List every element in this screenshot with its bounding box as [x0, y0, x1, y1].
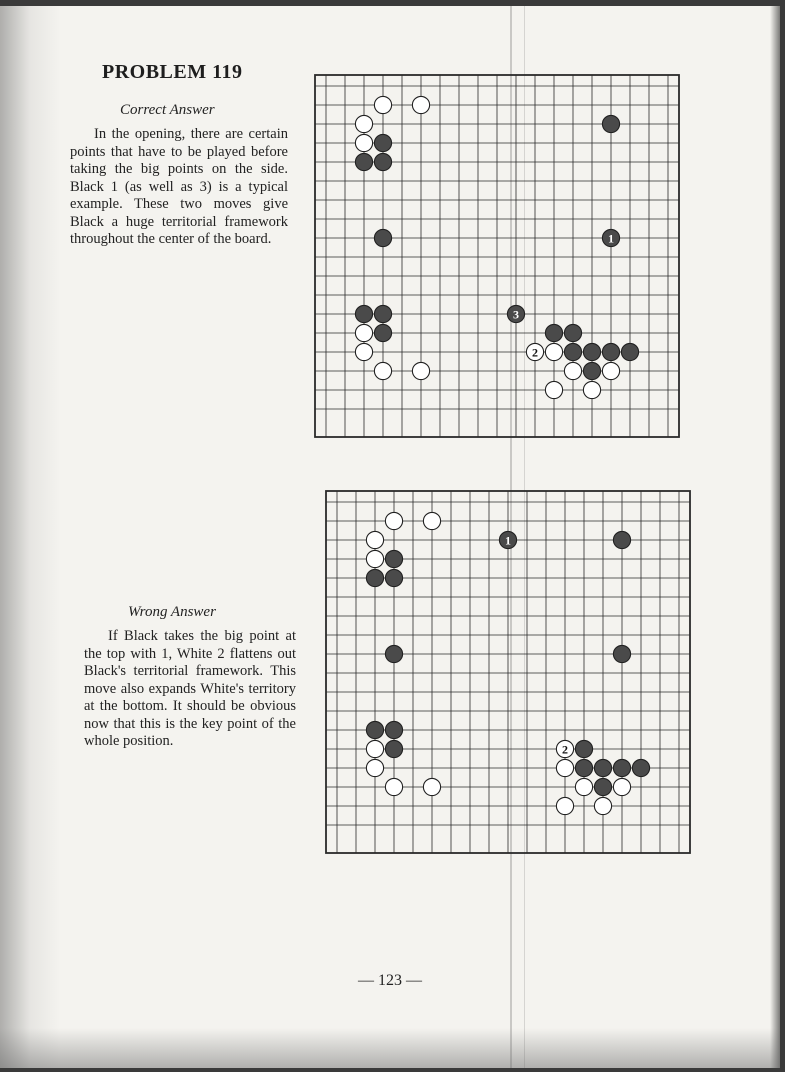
- white-stone: [583, 381, 600, 398]
- stone-shape: [423, 778, 440, 795]
- stone-shape: [385, 721, 402, 738]
- stone-shape: [575, 759, 592, 776]
- black-stone: [374, 153, 391, 170]
- stone-shape: [374, 134, 391, 151]
- white-stone: [545, 343, 562, 360]
- black-stone: [385, 721, 402, 738]
- stone-shape: [412, 96, 429, 113]
- correct-answer-board: [314, 74, 680, 438]
- white-stone: [545, 381, 562, 398]
- stone-shape: [613, 759, 630, 776]
- stone-shape: [602, 362, 619, 379]
- stone-shape: [366, 569, 383, 586]
- black-stone: [545, 324, 562, 341]
- white-stone: [423, 512, 440, 529]
- black-stone: [613, 645, 630, 662]
- stone-shape: [374, 153, 391, 170]
- black-stone: [602, 343, 619, 360]
- black-stone: [575, 759, 592, 776]
- white-stone: [374, 362, 391, 379]
- binding-shadow: [0, 6, 60, 1068]
- stone-shape: [545, 381, 562, 398]
- stone-shape: [613, 778, 630, 795]
- wrong-answer-text: [84, 628, 296, 751]
- stone-shape: [564, 362, 581, 379]
- move-number: 1: [505, 533, 511, 548]
- stone-shape: [374, 324, 391, 341]
- black-stone: [564, 343, 581, 360]
- stone-shape: [602, 343, 619, 360]
- white-stone: [526, 343, 543, 360]
- stone-shape: [355, 343, 372, 360]
- stone-shape: [564, 324, 581, 341]
- wrong-answer-body: If Black takes the big point at the top with 1, White 2 flattens out Black's territorial framework. This move also expands White's territory at the bottom. It should be obvious now that this is the key point of the whole position.: [84, 628, 296, 749]
- wrong-answer-label: Wrong Answer: [128, 604, 216, 620]
- black-stone: [602, 229, 619, 246]
- black-stone: [621, 343, 638, 360]
- black-stone: [385, 645, 402, 662]
- stone-shape: [366, 531, 383, 548]
- stone-shape: [613, 531, 630, 548]
- black-stone: [632, 759, 649, 776]
- white-stone: [366, 531, 383, 548]
- stone-shape: [564, 343, 581, 360]
- black-stone: [575, 740, 592, 757]
- white-stone: [594, 797, 611, 814]
- black-stone: [583, 362, 600, 379]
- stone-shape: [374, 96, 391, 113]
- stone-shape: [613, 645, 630, 662]
- stone-shape: [355, 153, 372, 170]
- black-stone: [564, 324, 581, 341]
- black-stone: [374, 229, 391, 246]
- stone-shape: [366, 721, 383, 738]
- stone-shape: [575, 778, 592, 795]
- black-stone: [583, 343, 600, 360]
- white-stone: [412, 362, 429, 379]
- black-stone: [594, 778, 611, 795]
- book-page: [0, 6, 780, 1068]
- stone-shape: [412, 362, 429, 379]
- white-stone: [412, 96, 429, 113]
- stone-shape: [556, 797, 573, 814]
- white-stone: [355, 134, 372, 151]
- black-stone: [594, 759, 611, 776]
- stone-shape: [385, 550, 402, 567]
- stone-shape: [594, 759, 611, 776]
- black-stone: [374, 324, 391, 341]
- move-number: 2: [562, 742, 568, 757]
- white-stone: [385, 778, 402, 795]
- stone-shape: [385, 778, 402, 795]
- white-stone: [366, 759, 383, 776]
- white-stone: [556, 740, 573, 757]
- stone-shape: [355, 324, 372, 341]
- black-stone: [385, 550, 402, 567]
- problem-title: PROBLEM 119: [102, 61, 243, 83]
- page-number: — 123 —: [358, 972, 422, 989]
- stone-shape: [385, 512, 402, 529]
- stone-shape: [374, 362, 391, 379]
- stone-shape: [575, 740, 592, 757]
- black-stone: [374, 305, 391, 322]
- white-stone: [613, 778, 630, 795]
- black-stone: [507, 305, 524, 322]
- white-stone: [556, 759, 573, 776]
- black-stone: [613, 531, 630, 548]
- white-stone: [423, 778, 440, 795]
- stone-shape: [583, 381, 600, 398]
- stone-shape: [366, 740, 383, 757]
- stone-shape: [594, 797, 611, 814]
- stone-shape: [385, 645, 402, 662]
- white-stone: [366, 550, 383, 567]
- move-number: 3: [513, 307, 519, 322]
- stone-shape: [545, 343, 562, 360]
- stone-shape: [374, 305, 391, 322]
- white-stone: [575, 778, 592, 795]
- stone-shape: [385, 740, 402, 757]
- black-stone: [355, 153, 372, 170]
- page-edge-shadow: [770, 6, 780, 1068]
- black-stone: [355, 305, 372, 322]
- wrong-answer-board: [325, 490, 691, 854]
- black-stone: [366, 721, 383, 738]
- correct-answer-body: In the opening, there are certain points that have to be played before taking the big points on the side. Black 1 (as well as 3) is a typical example. These two moves give Black a huge territorial framework throughout the center of the board.: [70, 126, 288, 247]
- stone-shape: [385, 569, 402, 586]
- stone-shape: [632, 759, 649, 776]
- stone-shape: [545, 324, 562, 341]
- stone-shape: [602, 115, 619, 132]
- stone-shape: [366, 759, 383, 776]
- correct-answer-label: Correct Answer: [120, 102, 215, 118]
- move-number: 2: [532, 345, 538, 360]
- black-stone: [613, 759, 630, 776]
- white-stone: [385, 512, 402, 529]
- white-stone: [366, 740, 383, 757]
- stone-shape: [556, 759, 573, 776]
- white-stone: [602, 362, 619, 379]
- black-stone: [385, 740, 402, 757]
- stone-shape: [621, 343, 638, 360]
- black-stone: [374, 134, 391, 151]
- bottom-edge-shadow: [0, 1028, 780, 1068]
- black-stone: [602, 115, 619, 132]
- black-stone: [499, 531, 516, 548]
- stone-shape: [355, 134, 372, 151]
- white-stone: [355, 324, 372, 341]
- white-stone: [355, 343, 372, 360]
- stone-shape: [355, 305, 372, 322]
- stone-shape: [374, 229, 391, 246]
- stone-shape: [594, 778, 611, 795]
- black-stone: [385, 569, 402, 586]
- stone-shape: [423, 512, 440, 529]
- stone-shape: [366, 550, 383, 567]
- stone-shape: [355, 115, 372, 132]
- black-stone: [366, 569, 383, 586]
- stone-shape: [583, 343, 600, 360]
- move-number: 1: [608, 231, 614, 246]
- stone-shape: [583, 362, 600, 379]
- white-stone: [564, 362, 581, 379]
- correct-answer-text: [70, 126, 288, 249]
- white-stone: [556, 797, 573, 814]
- white-stone: [374, 96, 391, 113]
- white-stone: [355, 115, 372, 132]
